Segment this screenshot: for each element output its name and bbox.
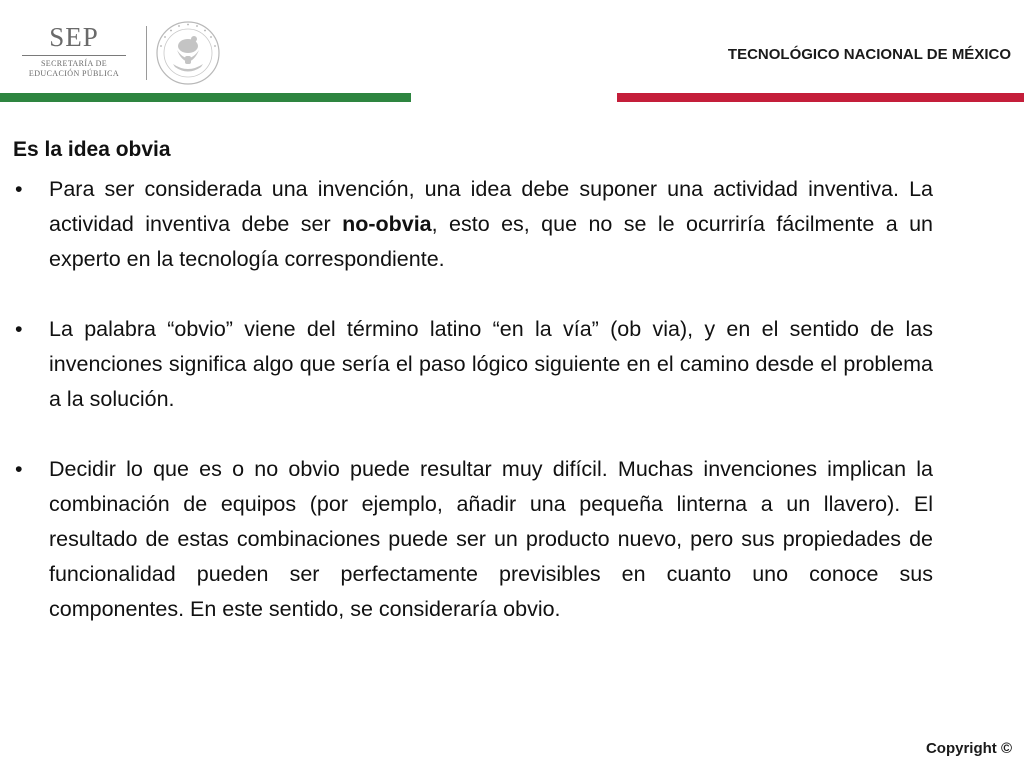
green-header-bar — [0, 93, 411, 102]
sep-logo-rule — [22, 55, 126, 56]
logo-divider — [146, 26, 147, 80]
bullet-marker: • — [15, 177, 23, 201]
slide-header — [0, 0, 1024, 104]
national-seal-icon — [155, 20, 221, 86]
sep-logo-text: SEP — [49, 22, 99, 52]
slide-heading: Es la idea obvia — [13, 138, 171, 161]
bullet-item — [13, 312, 933, 417]
bullet-text-part: , esto es, que no se le ocurriría fácilmente a un experto en la tecnología correspondiente. — [49, 212, 933, 271]
sep-logo-subtitle-line2: EDUCACIÓN PÚBLICA — [28, 69, 120, 78]
bullet-text — [49, 172, 933, 277]
sep-logo-subtitle-line1: SECRETARÍA DE — [40, 59, 108, 68]
bullet-marker: • — [15, 317, 23, 341]
copyright-footer: Copyright © — [925, 740, 1012, 757]
slide-content — [13, 138, 933, 662]
bullet-list — [13, 172, 933, 627]
institution-title: TECNOLÓGICO NACIONAL DE MÉXICO — [727, 46, 1011, 63]
bullet-text: La palabra “obvio” viene del término latino “en la vía” (ob via), y en el sentido de las invenciones significa algo que sería el paso lógico siguiente en el camino desde el problema a la solución. — [49, 317, 933, 411]
bullet-text: Decidir lo que es o no obvio puede resultar muy difícil. Muchas invenciones implican la combinación de equipos (por ejemplo, añadir una pequeña linterna a un llavero). El resultado de estas combinaciones puede ser un producto nuevo, pero sus propiedades de funcionalidad pueden ser perfectamente previsibles en cuanto uno conoce sus componentes. En este sentido, se consideraría obvio. — [49, 457, 933, 621]
red-header-bar — [617, 93, 1024, 102]
sep-logo — [18, 22, 130, 84]
bullet-marker: • — [15, 457, 23, 481]
bullet-text-part: Para ser considerada una invención, una idea debe suponer una actividad inventiva. La actividad inventiva debe ser — [49, 177, 933, 236]
bullet-item — [13, 172, 933, 277]
sep-logo-subtitle — [18, 59, 130, 79]
bullet-item — [13, 452, 933, 627]
bullet-bold-term: no-obvia — [342, 212, 432, 236]
